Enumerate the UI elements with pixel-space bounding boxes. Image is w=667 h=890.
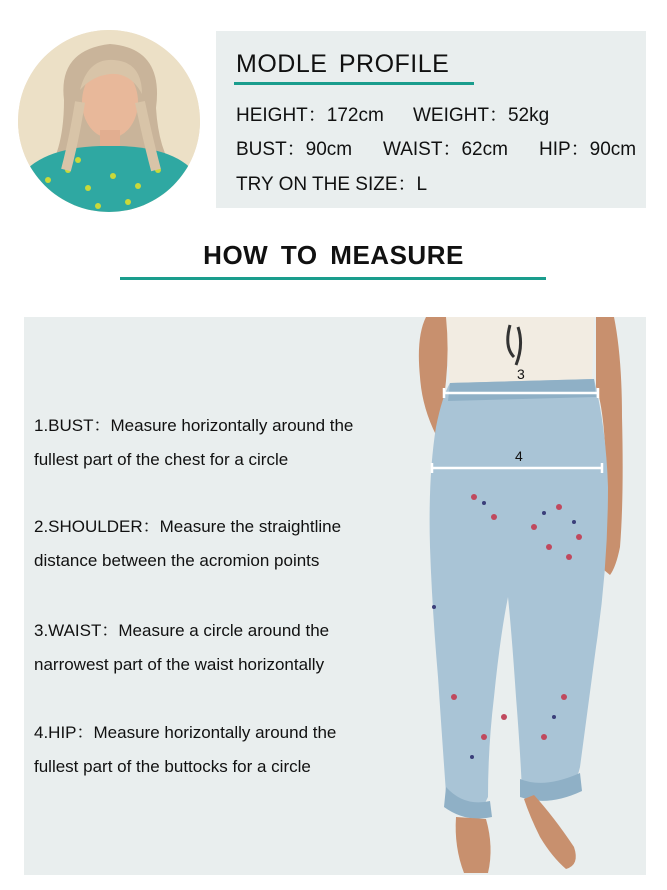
left-foot-shape [456,817,491,873]
how-to-measure-title: HOW TO MEASURE [203,240,464,270]
model-avatar [18,30,200,212]
measure-item-bust [34,409,394,477]
hip-stat: HIP：90cm [539,139,637,160]
jeans-shape [430,379,608,817]
bust-stat: BUST：90cm [236,139,353,160]
waist-marker: 3 [517,366,525,382]
profile-title: MODLE PROFILE [236,50,450,78]
weight-stat: WEIGHT：52kg [413,105,550,126]
measure-item-line: fullest part of the buttocks for a circle [34,757,311,776]
measure-item-line: 4.HIP：Measure horizontally around the [34,723,337,742]
measure-item-waist [34,614,394,682]
measure-item-hip [34,716,394,784]
measure-item-line: 3.WAIST：Measure a circle around the [34,621,330,640]
profile-title-underline [234,82,474,85]
measure-item-line: narrowest part of the waist horizontally [34,655,325,674]
measure-panel [24,317,646,875]
jeans-model-illustration [384,317,646,875]
model-portrait-illustration [18,30,200,212]
how-to-measure-underline [120,277,546,280]
try-on-size: TRY ON THE SIZE：L [236,174,428,195]
measure-item-line: 2.SHOULDER：Measure the straightline [34,517,342,536]
waist-stat: WAIST：62cm [383,139,508,160]
measure-item-shoulder [34,510,394,578]
hip-marker: 4 [515,448,523,464]
height-stat: HEIGHT：172cm [236,105,384,126]
measure-item-line: distance between the acromion points [34,551,320,570]
measure-item-line: fullest part of the chest for a circle [34,450,289,469]
model-profile-panel [216,31,646,208]
measure-item-line: 1.BUST：Measure horizontally around the [34,416,354,435]
right-foot-shape [524,795,576,869]
